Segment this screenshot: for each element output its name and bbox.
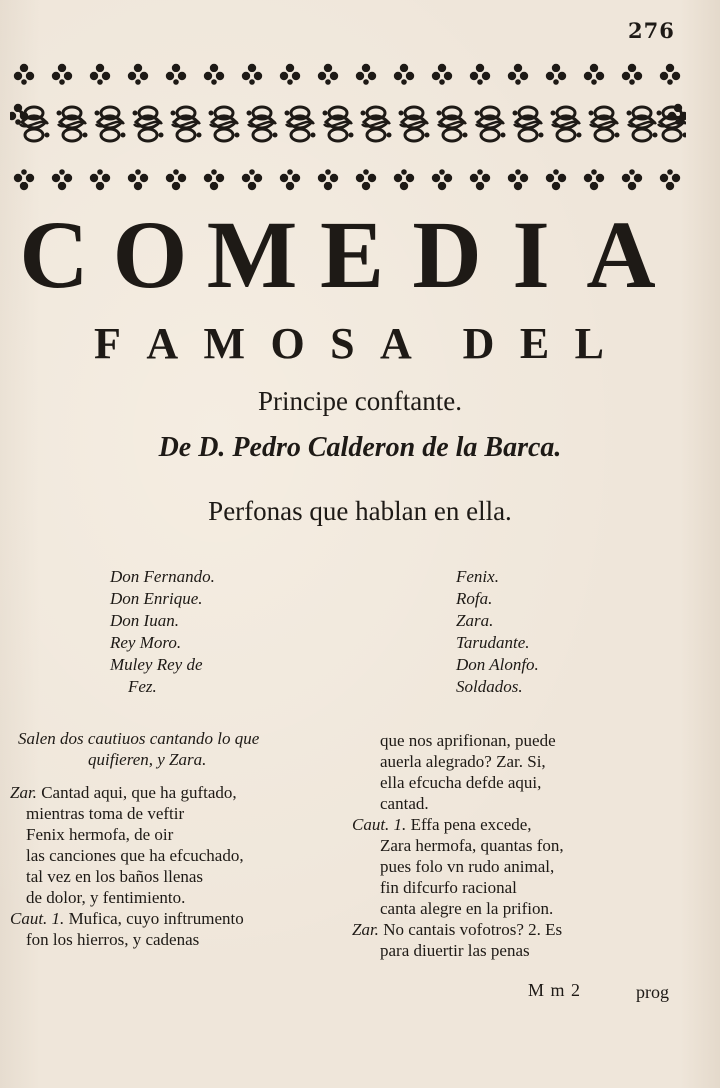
cast-item: Don Fernando. — [110, 567, 215, 586]
title-letter: L — [574, 319, 604, 368]
text-column-right — [352, 730, 678, 961]
cast-item: Tarudante. — [456, 633, 530, 652]
cast-item: Don Iuan. — [110, 611, 179, 630]
verse-line: auerla alegrado? Zar. Si, — [380, 752, 546, 771]
verse-line: ella efcucha defde aqui, — [380, 773, 542, 792]
verse-line — [10, 782, 340, 803]
title-letter: A — [146, 319, 179, 368]
cast-item: Fez. — [128, 677, 157, 696]
title-letter: F — [94, 319, 121, 368]
cast-list-left — [110, 566, 215, 698]
title-letter: I — [512, 201, 550, 308]
verse-line: canta alegre en la prifion. — [380, 899, 554, 918]
title-letter: S — [330, 319, 355, 368]
cast-item: Soldados. — [456, 677, 523, 696]
verse-line: Zara hermofa, quantas fon, — [380, 836, 564, 855]
cast-item: Don Enrique. — [110, 589, 203, 608]
personas-heading: Perfonas que hablan en ella. — [208, 496, 512, 526]
speaker-label: Zar. — [10, 783, 37, 802]
subtitle: Principe conftante. — [258, 386, 462, 416]
signature-mark: M m 2 — [528, 980, 582, 1000]
ornament-bottom-row — [14, 169, 680, 190]
title-letter: A — [586, 201, 656, 308]
verse-line: pues folo vn rudo animal, — [380, 857, 555, 876]
catchword: prog — [636, 982, 669, 1002]
verse-text: Cantad aqui, que ha guftado, — [41, 783, 237, 802]
ornamental-border — [10, 58, 686, 192]
title-letter: C — [19, 201, 89, 308]
verse-line — [352, 919, 678, 940]
author-line: De D. Pedro Calderon de la Barca. — [158, 432, 562, 463]
verse-line — [10, 908, 340, 929]
title-letter: E — [519, 319, 550, 368]
title-letter: M — [203, 319, 246, 368]
cast-list-right — [456, 566, 539, 698]
speaker-label: Zar. — [352, 920, 379, 939]
verse-line: que nos aprifionan, puede — [380, 731, 556, 750]
verse-line: mientras toma de veftir — [26, 804, 185, 823]
cast-item: Rey Moro. — [110, 633, 182, 652]
title-letter: O — [112, 201, 188, 308]
title-letter: D — [462, 319, 495, 368]
verse-text: No cantais vofotros? 2. Es — [383, 920, 563, 939]
verse-line: fin difcurfo racional — [380, 878, 517, 897]
title-letter: M — [206, 201, 298, 308]
text-column-left — [10, 728, 340, 950]
verse-line: Fenix hermofa, de oir — [26, 825, 174, 844]
verse-line: tal vez en los baños llenas — [26, 867, 204, 886]
title-letter: E — [319, 201, 385, 308]
verse-text: Effa pena excede, — [410, 815, 532, 834]
speaker-label: Caut. 1. — [352, 815, 407, 834]
stage-direction: Salen dos cautiuos cantando lo que — [18, 729, 260, 748]
cast-item: Muley Rey de — [110, 655, 203, 674]
cast-item: Zara. — [456, 611, 494, 630]
ornament-middle-row — [10, 104, 686, 141]
title-letter: A — [380, 319, 412, 368]
title-letter: O — [270, 319, 305, 368]
title-letter: D — [412, 201, 482, 308]
ornament-top-row — [14, 64, 680, 85]
stage-direction: quifieren, y Zara. — [88, 750, 207, 769]
verse-line: cantad. — [380, 794, 429, 813]
cast-item: Rofa. — [456, 589, 493, 608]
cast-item: Fenix. — [456, 567, 499, 586]
cast-item: Don Alonfo. — [456, 655, 539, 674]
verse-text: Mufica, cuyo inftrumento — [68, 909, 244, 928]
title-comedia — [6, 200, 682, 310]
speaker-label: Caut. 1. — [10, 909, 65, 928]
verse-line: de dolor, y fentimiento. — [26, 888, 186, 907]
title-famosa-del — [94, 318, 604, 370]
verse-line — [352, 814, 678, 835]
page-number: 276 — [628, 18, 675, 43]
verse-line: las canciones que ha efcuchado, — [26, 846, 244, 865]
verse-line: para diuertir las penas — [380, 941, 530, 960]
verse-line: fon los hierros, y cadenas — [26, 930, 200, 949]
